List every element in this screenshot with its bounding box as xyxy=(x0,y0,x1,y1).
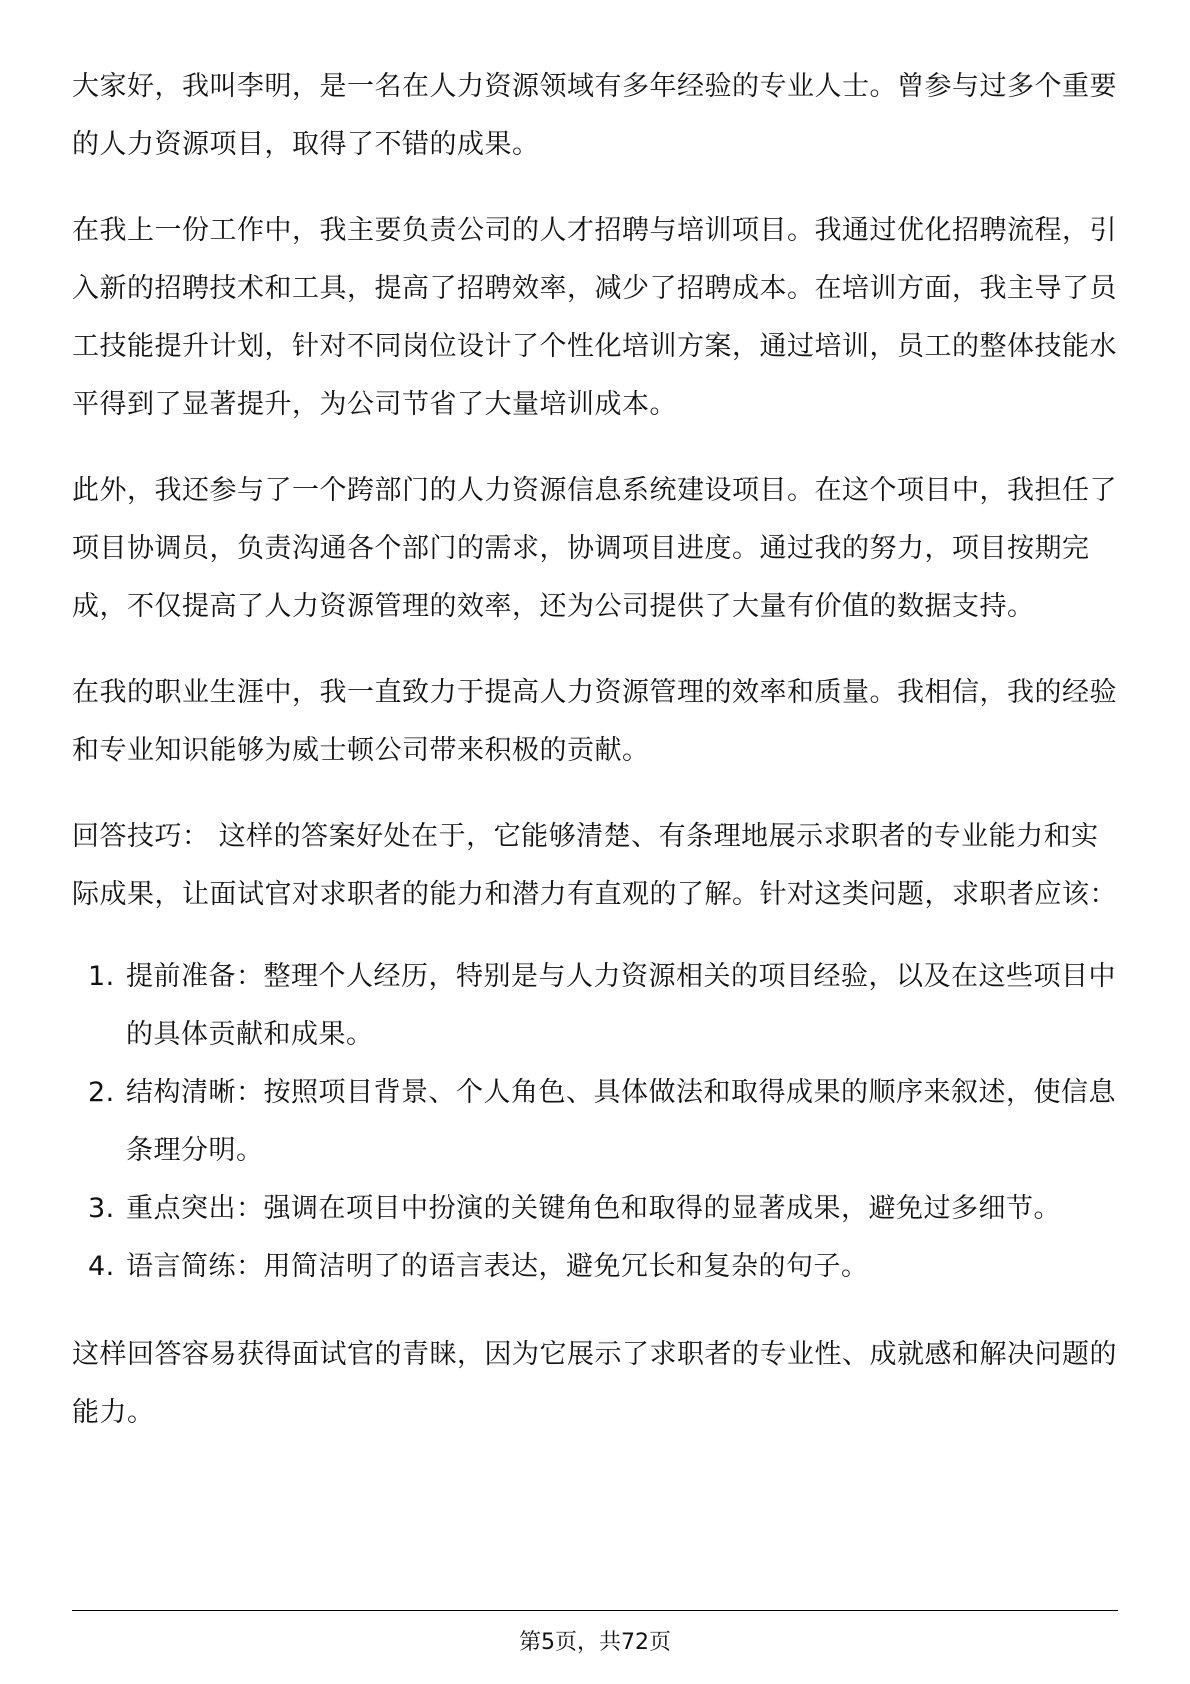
footer-divider xyxy=(72,1610,1118,1611)
list-item-text: 重点突出：强调在项目中扮演的关键角色和取得的显著成果，避免过多细节。 xyxy=(126,1193,1061,1224)
paragraph-hr-system-project: 此外，我还参与了一个跨部门的人力资源信息系统建设项目。在这个项目中，我担任了项目协调员，负责沟通各个部门的需求，协调项目进度。通过我的努力，项目按期完成，不仅提高了人力资源管理的效率，还为公司提供了大量有价值的数据支持。 xyxy=(72,475,1117,622)
paragraph-answer-tips: 回答技巧： 这样的答案好处在于，它能够清楚、有条理地展示求职者的专业能力和实际成果，让面试官对求职者的能力和潜力有直观的了解。针对这类问题，求职者应该： xyxy=(72,821,1117,910)
list-item xyxy=(72,1180,1118,1238)
list-item xyxy=(72,948,1118,1064)
paragraph-career-goal: 在我的职业生涯中，我一直致力于提高人力资源管理的效率和质量。我相信，我的经验和专业知识能够为威士顿公司带来积极的贡献。 xyxy=(72,677,1117,766)
list-number: 2. xyxy=(88,1077,115,1108)
list-number: 3. xyxy=(88,1193,115,1224)
page-number: 第5页，共72页 xyxy=(519,1630,671,1655)
list-number: 1. xyxy=(88,961,115,992)
list-item xyxy=(72,1238,1118,1296)
tips-list xyxy=(72,948,1118,1296)
list-item-text: 结构清晰：按照项目背景、个人角色、具体做法和取得成果的顺序来叙述，使信息条理分明。 xyxy=(126,1077,1116,1166)
paragraph-previous-job: 在我上一份工作中，我主要负责公司的人才招聘与培训项目。我通过优化招聘流程，引入新的招聘技术和工具，提高了招聘效率，减少了招聘成本。在培训方面，我主导了员工技能提升计划，针对不同岗位设计了个性化培训方案，通过培训，员工的整体技能水平得到了显著提升，为公司节省了大量培训成本。 xyxy=(72,215,1117,420)
list-item-text: 提前准备：整理个人经历，特别是与人力资源相关的项目经验，以及在这些项目中的具体贡献和成果。 xyxy=(126,961,1116,1050)
paragraph-closing: 这样回答容易获得面试官的青睐，因为它展示了求职者的专业性、成就感和解决问题的能力。 xyxy=(72,1339,1117,1428)
paragraph-intro: 大家好，我叫李明，是一名在人力资源领域有多年经验的专业人士。曾参与过多个重要的人力资源项目，取得了不错的成果。 xyxy=(72,71,1117,160)
document-body xyxy=(72,58,1118,1470)
list-item-text: 语言简练：用简洁明了的语言表达，避免冗长和复杂的句子。 xyxy=(126,1251,869,1282)
list-number: 4. xyxy=(88,1251,115,1282)
list-item xyxy=(72,1064,1118,1180)
